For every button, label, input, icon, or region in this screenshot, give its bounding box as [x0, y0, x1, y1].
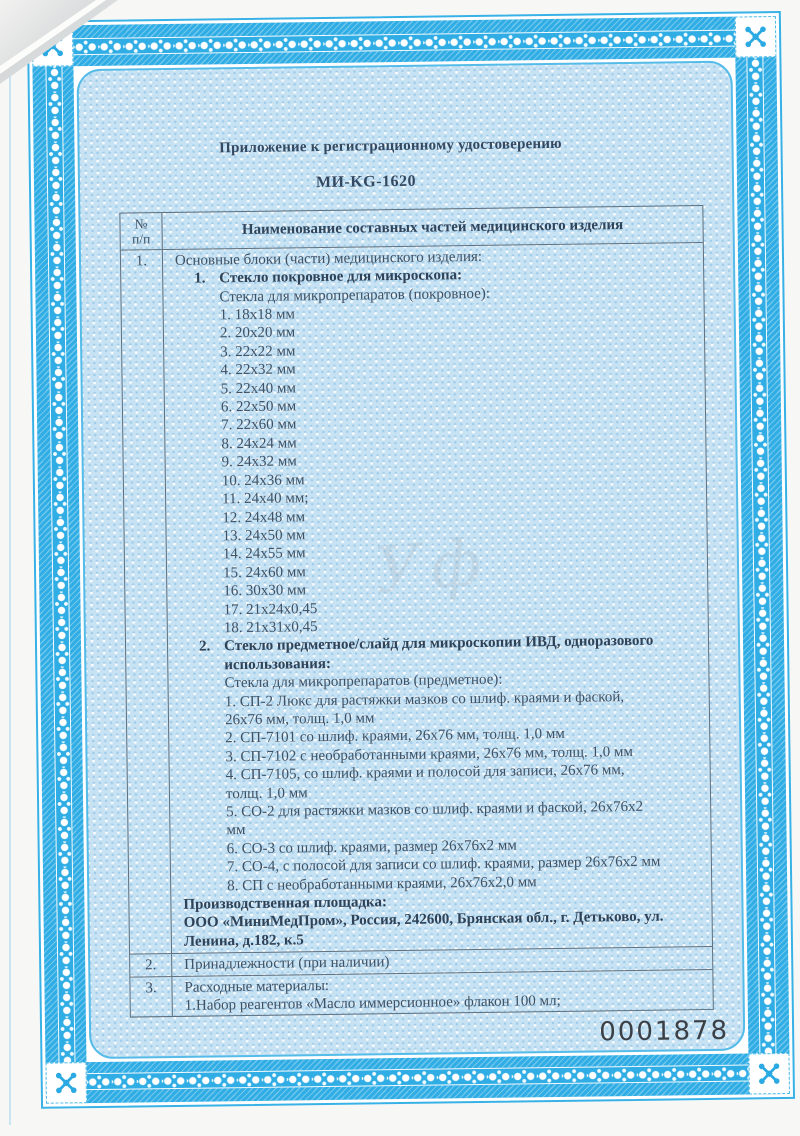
corner-ornament-icon: [45, 1062, 87, 1104]
cover-glass-size-item: 15. 24х60 мм: [222, 563, 306, 582]
cover-glass-size-item: 16. 30х30 мм: [223, 582, 307, 600]
consumables-line: 1.Набор реагентов «Масло иммерсионное» флакон 100 мл;: [184, 992, 561, 1014]
cover-glass-size-item: 13. 24х50 мм: [222, 527, 306, 545]
row2-text: Принадлежности (при наличии): [184, 954, 390, 974]
cover-glass-size-item: 6. 22х50 мм: [220, 398, 297, 416]
slide-glass-item-line: 4. СП-7105, со шлиф. краями и полосой для записи, 26х76 мм,: [225, 762, 625, 784]
bleed-through-artifact: Уф: [371, 525, 494, 609]
section2-subtitle: Стекла для микропрепаратов (предметное):: [224, 671, 503, 692]
header-num-line2: п/п: [131, 231, 151, 247]
slide-glass-item-line: 3. СП-7102 с необработанными краями, 26х76 мм, толщ. 1,0 мм: [225, 743, 634, 766]
table-row: [121, 243, 712, 955]
slide-glass-item-line: мм: [226, 822, 246, 839]
section2-title-line1: Стекло предметное/слайд для микроскопии ИВД, одноразового: [223, 633, 654, 655]
cover-glass-size-item: 12. 24х48 мм: [222, 508, 306, 526]
cover-glass-size-item: 11. 24х40 мм;: [222, 490, 309, 508]
cover-glass-size-item: 2. 20х20 мм: [219, 324, 296, 342]
corner-ornament-icon: [735, 16, 777, 58]
cover-glass-size-item: 17. 21х24х0,45: [223, 600, 318, 618]
cover-glass-size-item: 3. 22х22 мм: [220, 343, 296, 361]
production-site-line: Ленина, д.182, к.5: [183, 932, 304, 950]
security-pattern-background: [76, 61, 745, 1060]
section1-title: Стекло покровное для микроскопа:: [219, 267, 463, 287]
cover-glass-size-list: [176, 300, 702, 638]
section2-title-line2: использования:: [224, 655, 332, 674]
consumables-list: [184, 972, 706, 1016]
ornamental-border: [27, 11, 795, 1109]
serial-number: 0001878: [599, 1015, 730, 1048]
cover-glass-size-item: 7. 22х60 мм: [221, 416, 297, 434]
section1-subtitle: Стекла для микропрепаратов (покровное):: [219, 285, 491, 305]
consumables-line: Расходные материалы:: [184, 977, 330, 996]
page-title: Приложение к регистрационному удостоверению: [219, 135, 562, 157]
slide-glass-item-line: 6. СО-3 со шлиф. краями, размер 26х76х2 мм: [226, 837, 517, 858]
components-table: [119, 205, 713, 1018]
header-num-line1: №: [134, 216, 148, 232]
corner-ornament-icon: [748, 1053, 790, 1095]
row-number: 1.: [121, 250, 172, 954]
slide-glass-item-line: 7. СО-4, с полосой для записи со шлиф. краями, размер 26х76х2 мм: [226, 853, 661, 876]
cover-glass-size-item: 14. 24х55 мм: [222, 545, 306, 563]
row1-intro: Основные блоки (части) медицинского изделия:: [174, 248, 483, 269]
production-site-line: ООО «МиниМедПром», Россия, 242600, Брянская обл., г. Детьково, ул.: [183, 909, 664, 932]
cover-glass-size-item: 8. 24х24 мм: [221, 435, 297, 453]
registration-code: МИ-KG-1620: [315, 173, 417, 192]
production-site-address: [184, 907, 706, 951]
slide-glass-item-line: 8. СП с необработанными краями, 26х76х2,0 мм: [227, 873, 537, 894]
section1-number: 1.: [194, 270, 206, 287]
slide-glass-item-line: 26х76 мм, толщ. 1,0 мм: [224, 710, 375, 729]
slide-glass-list: [181, 687, 706, 896]
slide-glass-item-line: 2. СП-7101 со шлиф. краями, 26х76 мм, толщ. 1,0 мм: [225, 726, 565, 747]
cover-glass-size-item: 18. 21х31х0,45: [223, 619, 318, 637]
slide-glass-item-line: толщ. 1,0 мм: [225, 784, 308, 802]
cover-glass-size-item: 4. 22х32 мм: [220, 361, 296, 379]
production-site-label: Производственная площадка:: [183, 894, 388, 913]
cover-glass-size-item: 9. 24х32 мм: [221, 453, 297, 471]
row-number: 2.: [130, 954, 172, 976]
row-content-cell: [163, 243, 712, 953]
header-name-cell: Наименование составных частей медицинского изделия: [241, 216, 624, 238]
cover-glass-size-item: 1. 18х18 мм: [219, 306, 296, 324]
slide-glass-item-line: 1. СП-2 Люкс для растяжки мазков со шлиф. краями и фаской,: [224, 688, 625, 710]
slide-glass-item-line: 5. СО-2 для растяжки мазков со шлиф. краями и фаской, 26х76х2: [226, 798, 644, 821]
row-content-cell: [172, 970, 712, 1017]
header-num-cell: [120, 213, 162, 250]
section2-number: 2.: [198, 638, 211, 655]
cover-glass-size-item: 5. 22х40 мм: [220, 380, 297, 397]
document-body: [79, 63, 743, 1019]
table-row: [130, 970, 712, 1017]
row-number: 3.: [130, 977, 173, 1017]
cover-glass-size-item: 10. 24х36 мм: [221, 471, 305, 490]
